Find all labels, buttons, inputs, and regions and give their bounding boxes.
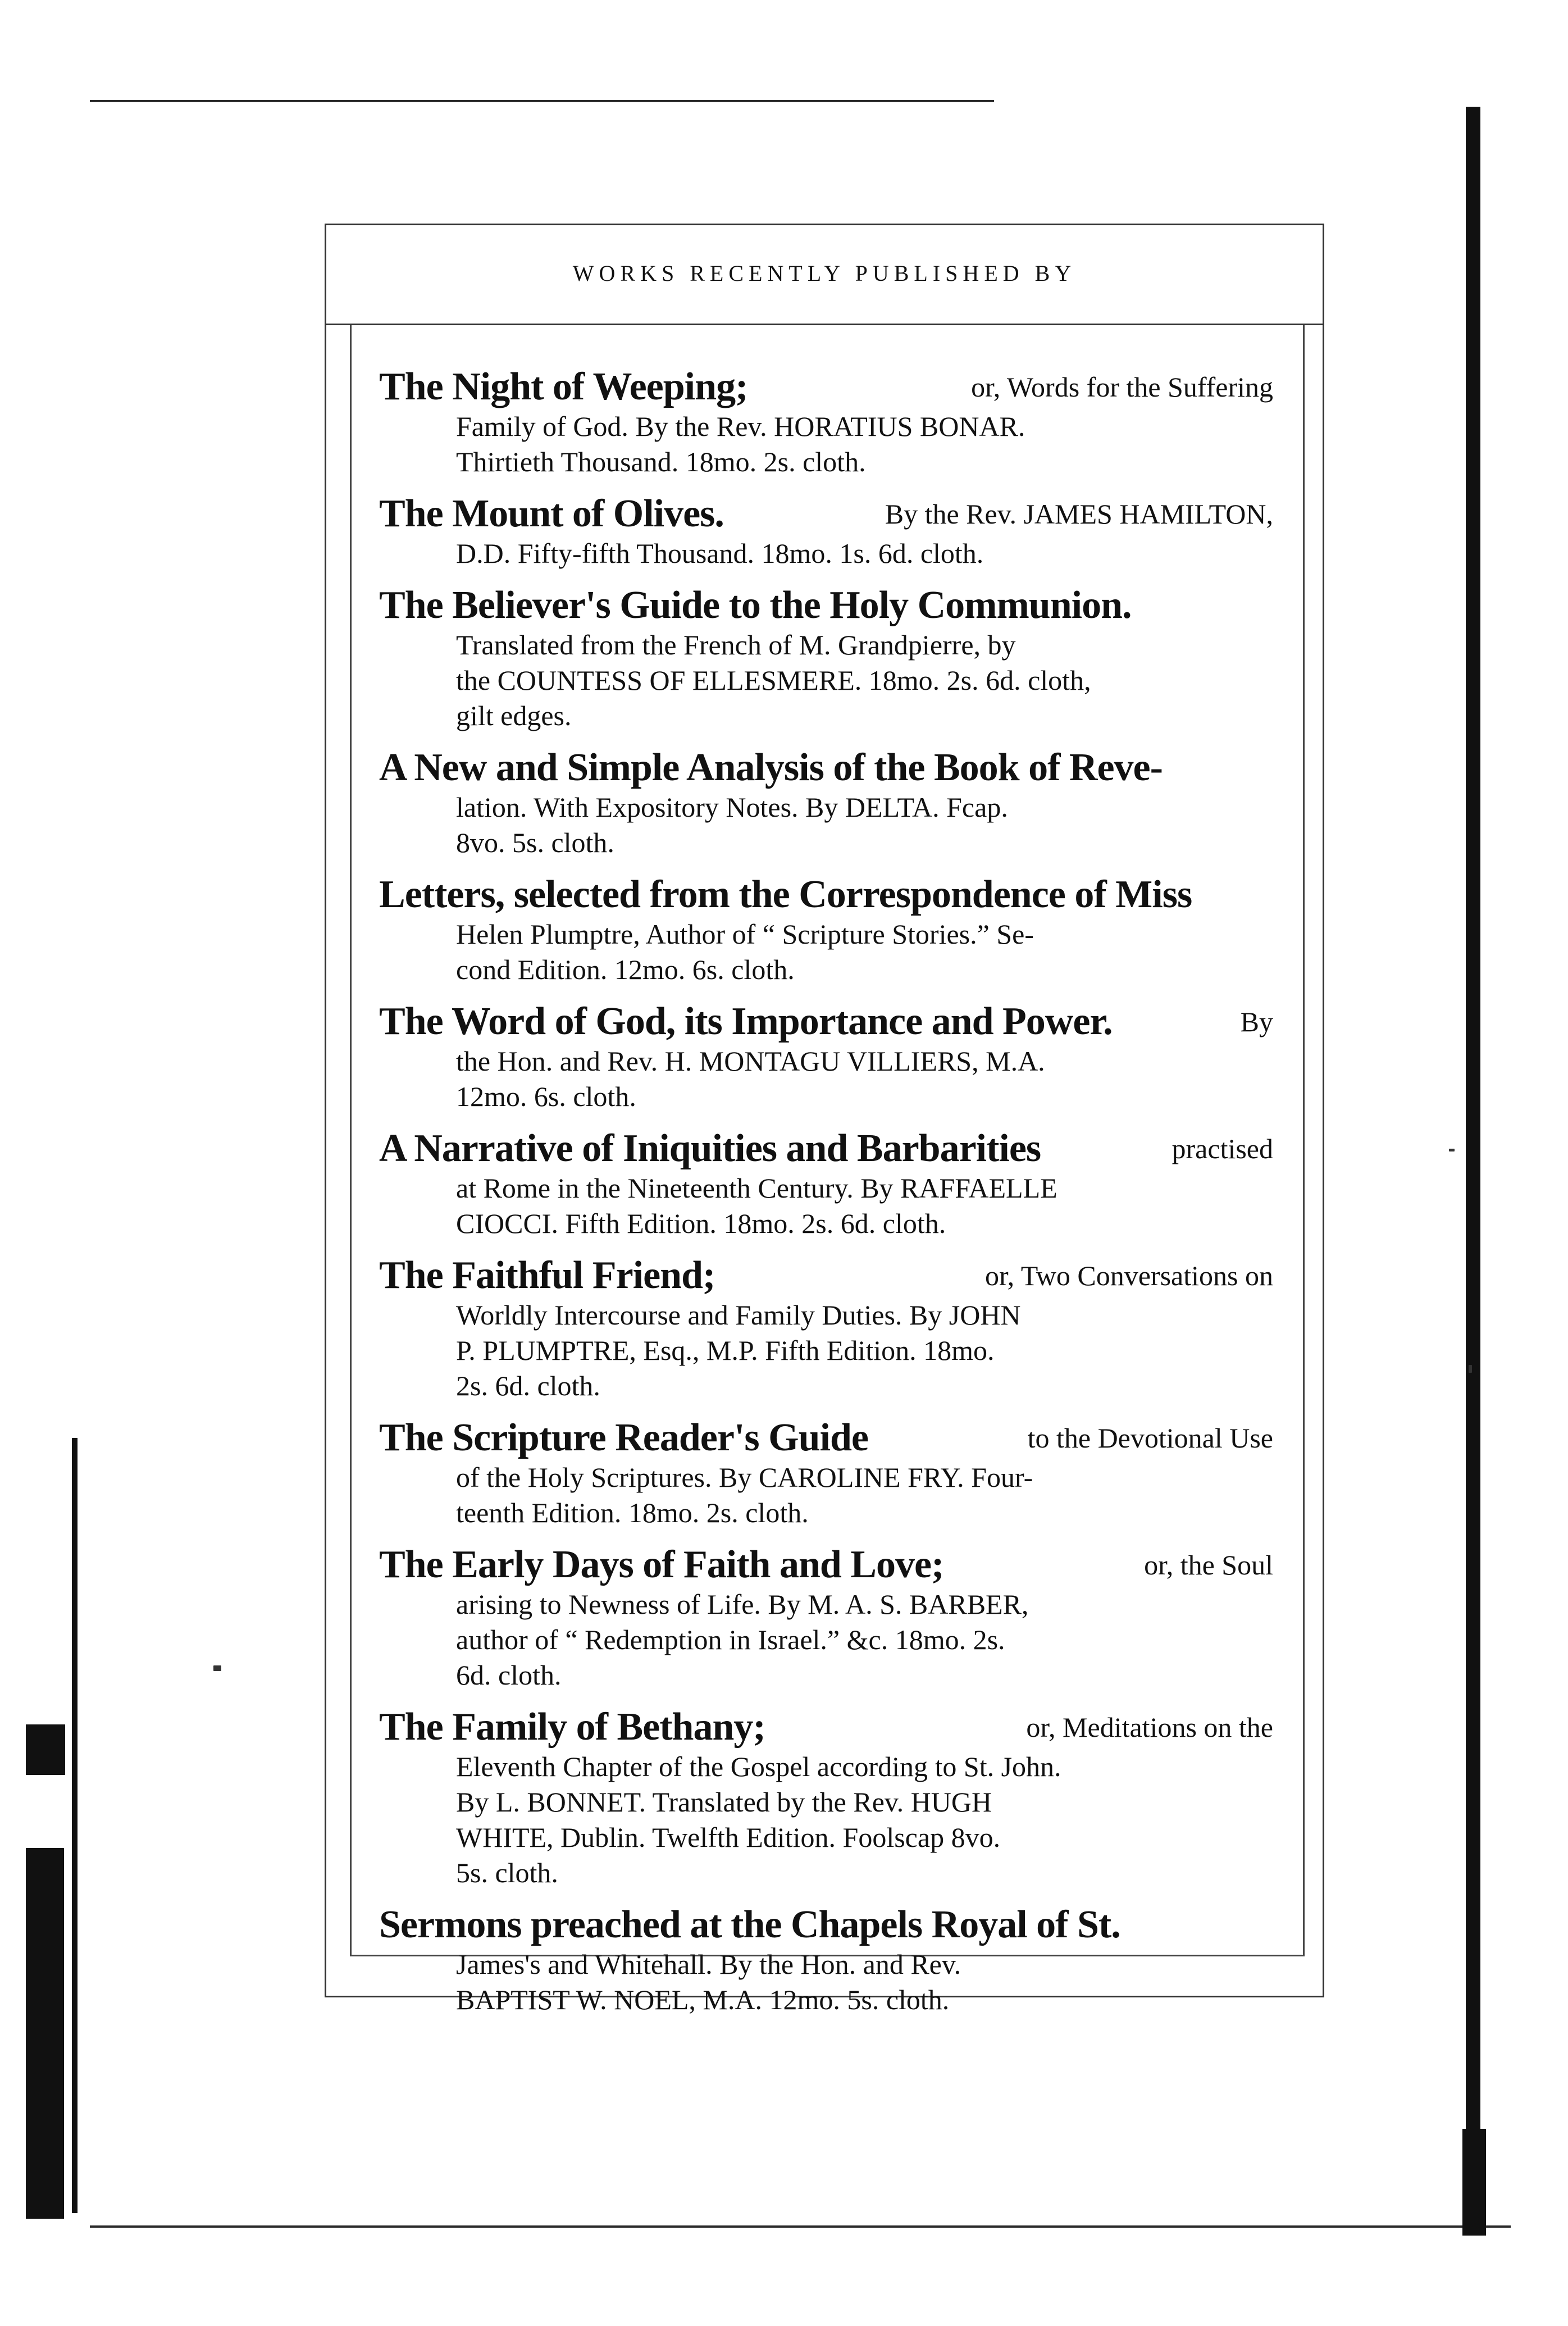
book-description: Translated from the French of M. Grandpierre, by bbox=[456, 629, 1016, 661]
book-description: Thirtieth Thousand. 18mo. 2s. cloth. bbox=[456, 446, 866, 477]
book-description: By the Rev. JAMES HAMILTON, bbox=[885, 498, 1273, 530]
book-description: Family of God. By the Rev. HORATIUS BONAR. bbox=[456, 411, 1025, 442]
book-description: By bbox=[1240, 1006, 1273, 1037]
left-edge-block-1 bbox=[26, 1724, 65, 1775]
book-description: James's and Whitehall. By the Hon. and Rev. bbox=[456, 1949, 961, 1980]
speck bbox=[1449, 1149, 1455, 1151]
book-title: The Early Days of Faith and Love; bbox=[379, 1543, 944, 1586]
book-title: The Believer's Guide to the Holy Communion. bbox=[379, 584, 1132, 627]
book-description: WHITE, Dublin. Twelfth Edition. Foolscap 8vo. bbox=[456, 1822, 1001, 1853]
book-title: The Mount of Olives. bbox=[379, 492, 724, 535]
book-entry bbox=[379, 1254, 1273, 1404]
book-description: the Hon. and Rev. H. MONTAGU VILLIERS, M.A. bbox=[456, 1045, 1045, 1077]
book-entry bbox=[379, 1705, 1273, 1891]
right-spine-bar bbox=[1466, 107, 1480, 2230]
book-description: author of “ Redemption in Israel.” &c. 18mo. 2s. bbox=[456, 1624, 1005, 1655]
book-title: The Family of Bethany; bbox=[379, 1705, 765, 1749]
running-header bbox=[326, 225, 1323, 325]
right-spine-block bbox=[1462, 2129, 1486, 2236]
book-description: to the Devotional Use bbox=[1027, 1422, 1273, 1454]
book-description: P. PLUMPTRE, Esq., M.P. Fifth Edition. 18mo. bbox=[456, 1335, 995, 1366]
book-entry bbox=[379, 1127, 1273, 1241]
book-entry bbox=[379, 1903, 1273, 2018]
book-description: practised bbox=[1172, 1133, 1273, 1164]
book-description: 5s. cloth. bbox=[456, 1857, 558, 1888]
book-description: Eleventh Chapter of the Gospel according to St. John. bbox=[456, 1751, 1061, 1782]
book-title: Sermons preached at the Chapels Royal of St. bbox=[379, 1903, 1120, 1946]
book-description: Worldly Intercourse and Family Duties. By JOHN bbox=[456, 1299, 1021, 1331]
left-edge-strip bbox=[72, 1438, 78, 2213]
book-entry bbox=[379, 492, 1273, 571]
book-description: 6d. cloth. bbox=[456, 1659, 562, 1691]
speck bbox=[1469, 1365, 1472, 1373]
book-description: CIOCCI. Fifth Edition. 18mo. 2s. 6d. cloth. bbox=[456, 1208, 946, 1239]
book-description: 2s. 6d. cloth. bbox=[456, 1370, 600, 1401]
book-title: A Narrative of Iniquities and Barbarities bbox=[379, 1127, 1041, 1170]
book-title: The Scripture Reader's Guide bbox=[379, 1416, 868, 1459]
book-description: cond Edition. 12mo. 6s. cloth. bbox=[456, 954, 795, 985]
running-header-text: WORKS RECENTLY PUBLISHED BY bbox=[572, 261, 1077, 286]
speck bbox=[213, 1665, 221, 1671]
book-entry bbox=[379, 365, 1273, 480]
book-description: 8vo. 5s. cloth. bbox=[456, 827, 614, 858]
book-title: Letters, selected from the Correspondence of Miss bbox=[379, 873, 1192, 916]
left-edge-block-2 bbox=[26, 1848, 64, 2219]
book-description: or, the Soul bbox=[1144, 1549, 1273, 1581]
book-description: lation. With Expository Notes. By DELTA. Fcap. bbox=[456, 791, 1008, 823]
book-title: The Word of God, its Importance and Power. bbox=[379, 1000, 1113, 1043]
bottom-scan-rule bbox=[90, 2225, 1511, 2228]
book-description: of the Holy Scriptures. By CAROLINE FRY. Four- bbox=[456, 1462, 1033, 1493]
book-description: at Rome in the Nineteenth Century. By RAFFAELLE bbox=[456, 1172, 1058, 1204]
book-entry bbox=[379, 1000, 1273, 1114]
book-title: The Faithful Friend; bbox=[379, 1254, 715, 1297]
book-list bbox=[379, 365, 1273, 2030]
book-title: A New and Simple Analysis of the Book of Reve- bbox=[379, 746, 1163, 789]
book-entry bbox=[379, 873, 1273, 987]
book-entry bbox=[379, 746, 1273, 861]
book-description: arising to Newness of Life. By M. A. S. BARBER, bbox=[456, 1588, 1029, 1620]
book-description: or, Meditations on the bbox=[1026, 1712, 1273, 1743]
book-description: D.D. Fifty-fifth Thousand. 18mo. 1s. 6d. cloth. bbox=[456, 538, 984, 569]
book-entry bbox=[379, 1543, 1273, 1693]
book-title: The Night of Weeping; bbox=[379, 365, 748, 408]
book-description: Helen Plumptre, Author of “ Scripture Stories.” Se- bbox=[456, 918, 1034, 950]
book-description: teenth Edition. 18mo. 2s. cloth. bbox=[456, 1497, 809, 1528]
book-description: or, Words for the Suffering bbox=[971, 371, 1273, 403]
book-description: or, Two Conversations on bbox=[985, 1260, 1273, 1291]
book-entry bbox=[379, 1416, 1273, 1531]
book-description: the COUNTESS OF ELLESMERE. 18mo. 2s. 6d. cloth, bbox=[456, 664, 1091, 696]
book-entry bbox=[379, 584, 1273, 734]
book-description: 12mo. 6s. cloth. bbox=[456, 1081, 636, 1112]
book-description: gilt edges. bbox=[456, 700, 572, 731]
book-description: BAPTIST W. NOEL, M.A. 12mo. 5s. cloth. bbox=[456, 1984, 950, 2015]
book-description: By L. BONNET. Translated by the Rev. HUGH bbox=[456, 1786, 992, 1818]
top-scan-rule bbox=[90, 100, 994, 102]
